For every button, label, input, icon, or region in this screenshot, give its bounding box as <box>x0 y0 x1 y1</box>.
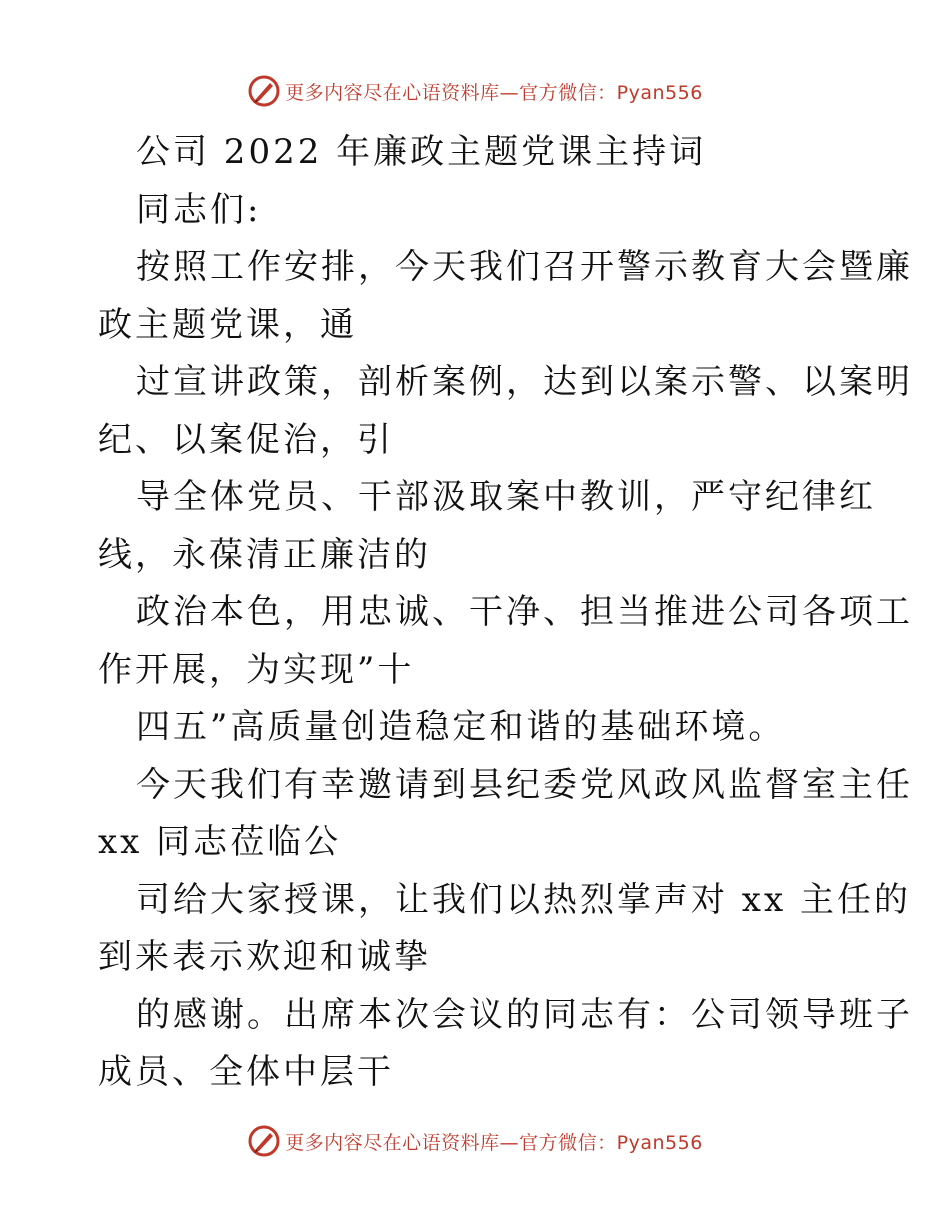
body-line: 司给大家授课，让我们以热烈掌声对 xx 主任的 <box>136 879 911 920</box>
body-line: 成员、全体中层干 <box>98 1052 394 1092</box>
document-title: 公司 2022 年廉政主题党课主持词 <box>136 132 707 172</box>
watermark-text: 更多内容尽在心语资料库—官方微信：Pyan556 <box>285 81 703 104</box>
body-line: 纪、以案促治，引 <box>98 419 394 460</box>
body-line: 政治本色，用忠诚、干净、担当推进公司各项工 <box>136 592 913 632</box>
body-line: 到来表示欢迎和诚挚 <box>98 937 431 977</box>
body-line: 按照工作安排，今天我们召开警示教育大会暨廉 <box>136 247 913 287</box>
body-line: 过宣讲政策，剖析案例，达到以案示警、以案明 <box>136 362 913 402</box>
watermark-banner-top <box>0 71 950 111</box>
body-line: 线，永葆清正廉洁的 <box>98 534 431 575</box>
body-line: 政主题党课，通 <box>98 304 357 345</box>
body-line: 今天我们有幸邀请到县纪委党风政风监督室主任 <box>136 764 913 805</box>
document-body <box>98 124 913 1102</box>
body-line: 四五”高质量创造稳定和谐的基础环境。 <box>136 707 786 747</box>
watermark-text: 更多内容尽在心语资料库—官方微信：Pyan556 <box>285 1131 703 1154</box>
body-line: 的感谢。出席本次会议的同志有：公司领导班子 <box>136 994 913 1035</box>
salutation: 同志们: <box>136 189 262 230</box>
body-line: xx 同志莅临公 <box>98 822 342 862</box>
watermark-banner-bottom <box>0 1121 950 1161</box>
pen-logo-icon <box>247 74 281 108</box>
body-line: 作开展，为实现”十 <box>98 649 415 690</box>
body-line: 导全体党员、干部汲取案中教训，严守纪律红 <box>136 477 876 517</box>
pen-logo-icon <box>247 1124 281 1158</box>
